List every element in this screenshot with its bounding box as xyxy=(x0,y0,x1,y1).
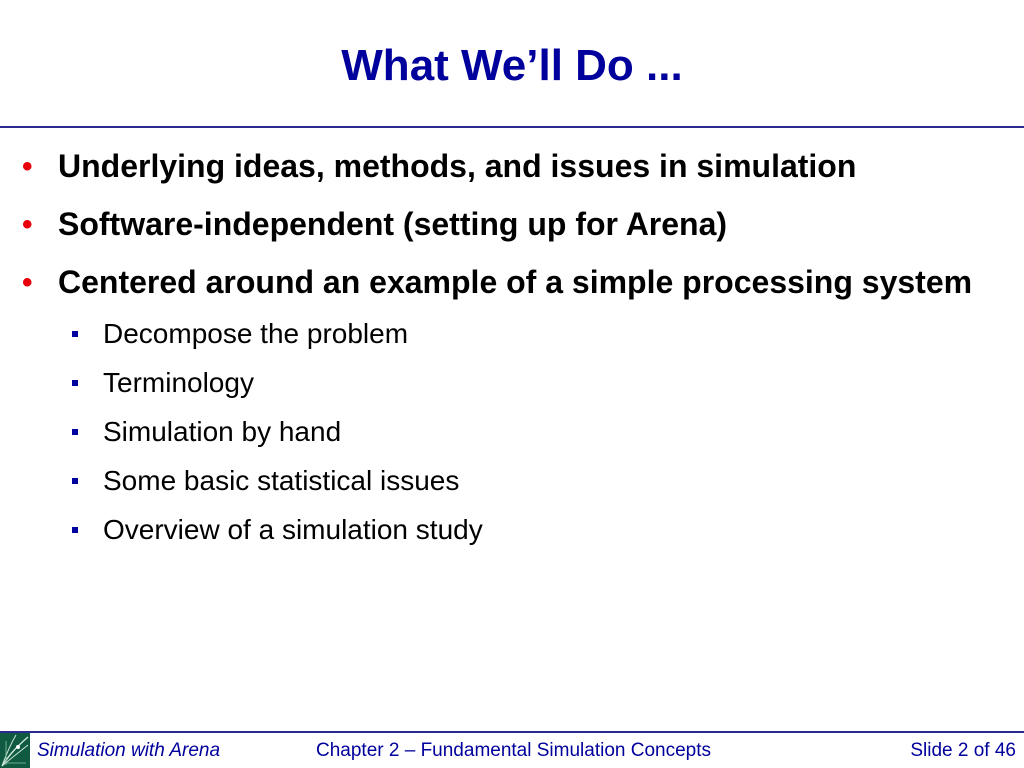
sub-bullet-item xyxy=(0,363,1024,403)
sub-bullet-list xyxy=(0,314,1024,550)
slide-content xyxy=(0,142,1024,559)
title-divider xyxy=(0,126,1024,128)
slide-title: What We’ll Do ... xyxy=(341,41,683,90)
footer-book-title: Simulation with Arena xyxy=(37,740,221,761)
sub-bullet-item xyxy=(0,461,1024,501)
bullet-text: Centered around an example of a simple processing system xyxy=(58,264,973,300)
sub-bullet-text: Some basic statistical issues xyxy=(103,465,460,496)
sub-bullet-text: Overview of a simulation study xyxy=(103,514,483,545)
square-bullet-icon xyxy=(72,380,78,386)
sub-bullet-text: Decompose the problem xyxy=(103,318,409,349)
bullet-item xyxy=(0,142,1024,191)
sub-bullet-text: Simulation by hand xyxy=(103,416,342,447)
bullet-dot-icon: • xyxy=(22,150,33,183)
square-bullet-icon xyxy=(72,527,78,533)
bullet-dot-icon: • xyxy=(22,208,33,241)
bullet-text: Software-independent (setting up for Arena) xyxy=(58,206,728,242)
bullet-item xyxy=(0,258,1024,307)
arena-logo-icon xyxy=(0,733,30,768)
square-bullet-icon xyxy=(72,331,78,337)
square-bullet-icon xyxy=(72,429,78,435)
footer-chapter-title: Chapter 2 – Fundamental Simulation Concepts xyxy=(316,740,712,761)
slide-footer xyxy=(0,733,1024,768)
footer-slide-number: Slide 2 of 46 xyxy=(910,740,1016,761)
sub-bullet-item xyxy=(0,412,1024,452)
sub-bullet-item xyxy=(0,510,1024,550)
bullet-dot-icon: • xyxy=(22,266,33,299)
bullet-item xyxy=(0,200,1024,249)
sub-bullet-item xyxy=(0,314,1024,354)
bullet-text: Underlying ideas, methods, and issues in simulation xyxy=(58,148,857,184)
square-bullet-icon xyxy=(72,478,78,484)
sub-bullet-text: Terminology xyxy=(103,367,254,398)
